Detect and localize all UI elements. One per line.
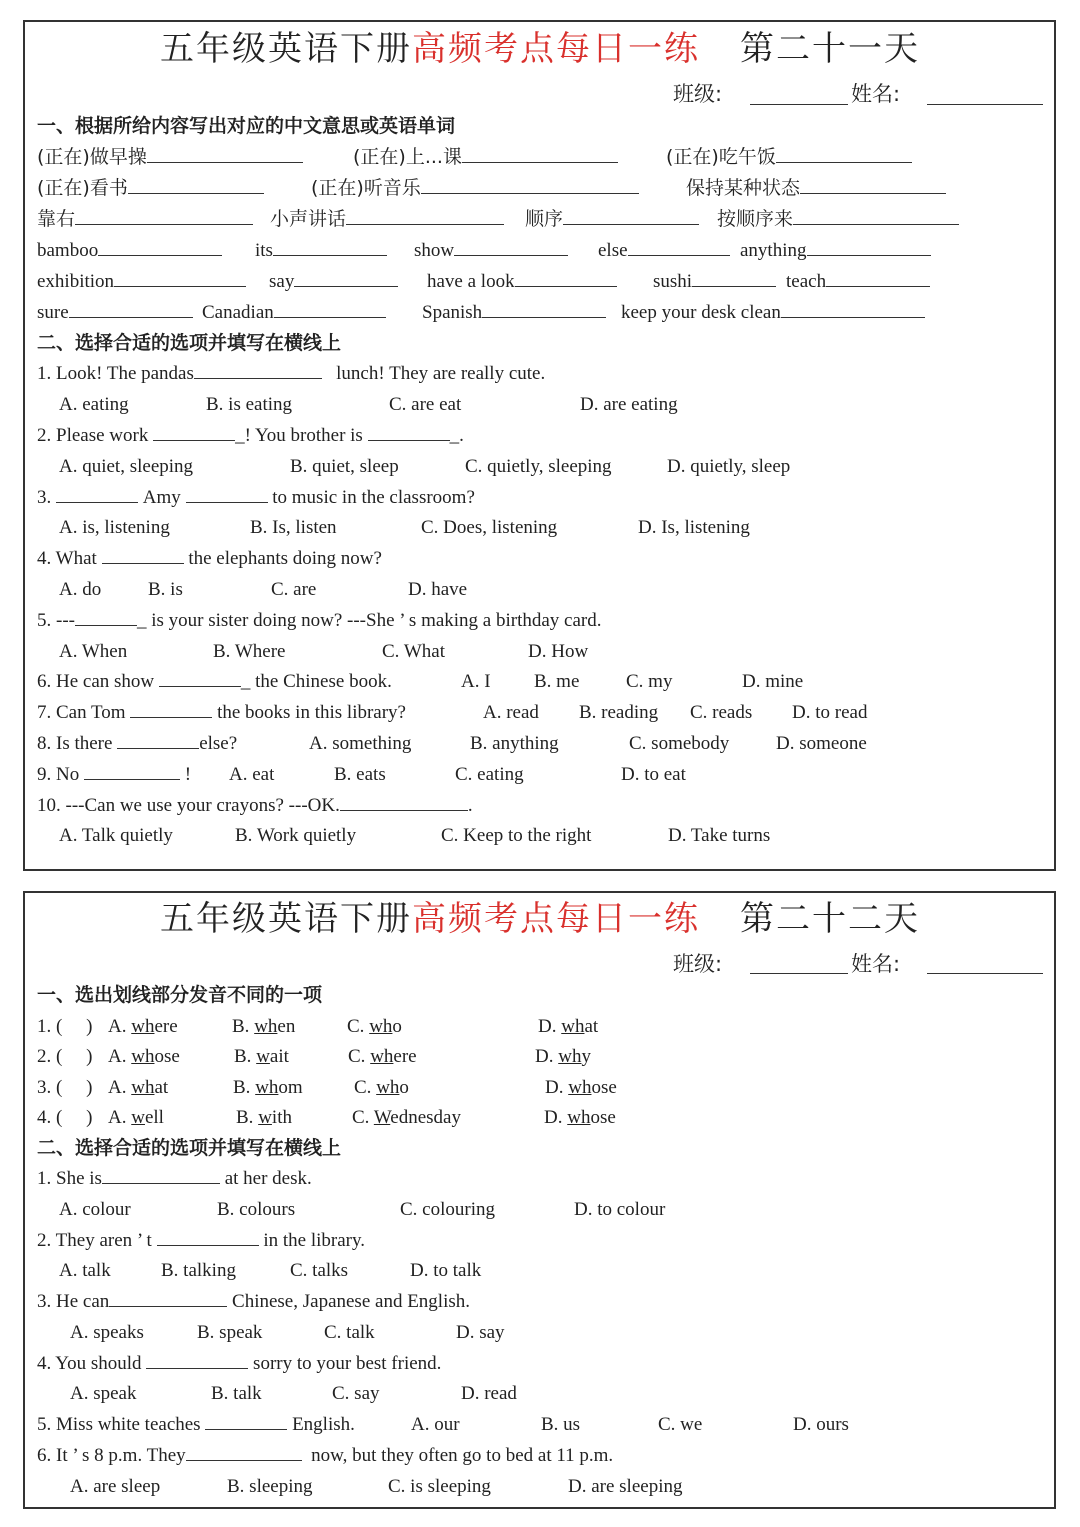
vocab-item: keep your desk clean <box>621 303 925 322</box>
sheet1-name-blank[interactable] <box>927 104 1043 105</box>
vocab-item: sushi <box>653 272 776 291</box>
phonics-number: 3. ( ) <box>37 1077 93 1098</box>
option[interactable]: B. talk <box>211 1383 262 1404</box>
vocab-item: Spanish <box>422 303 606 322</box>
option[interactable]: B. us <box>541 1414 581 1435</box>
option[interactable]: D. How <box>528 641 589 662</box>
sheet1-title-red: 高频考点每日一练 <box>412 29 700 69</box>
question-8: 8. Is there else? <box>37 733 238 754</box>
option[interactable]: A. what <box>108 1077 169 1098</box>
option[interactable]: B. sleeping <box>227 1476 313 1497</box>
question-1: 1. She is at her desk. <box>37 1168 312 1189</box>
sheet1-section2-heading: 二、选择合适的选项并填写在横线上 <box>37 332 342 354</box>
vocab-item: (正在)上...课 <box>353 148 618 167</box>
sheet1-name-label: 姓名: <box>851 82 901 106</box>
option[interactable]: C. colouring <box>400 1199 495 1220</box>
vocab-item: (正在)看书 <box>37 179 264 198</box>
option[interactable]: A. eat <box>229 764 275 785</box>
option[interactable]: C. Does, listening <box>421 517 558 538</box>
option[interactable]: A. quiet, sleeping <box>59 456 194 477</box>
option[interactable]: C. quietly, sleeping <box>465 456 612 477</box>
vocab-item: 小声讲话 <box>270 210 504 229</box>
sheet1-class-label: 班级: <box>673 82 723 106</box>
option[interactable]: C. we <box>658 1414 703 1435</box>
question-4: 4. What the elephants doing now? <box>37 548 382 569</box>
sheet2-class-blank[interactable] <box>750 973 848 974</box>
sheet1-title <box>160 29 920 69</box>
vocab-item: 按顺序来 <box>717 210 959 229</box>
question-7: 7. Can Tom the books in this library? <box>37 702 406 723</box>
option[interactable]: B. when <box>232 1016 296 1037</box>
sheet2-name-label: 姓名: <box>851 952 901 976</box>
option[interactable]: A. well <box>108 1107 164 1128</box>
question-6: 6. It ’ s 8 p.m. They now, but they often go to bed at 11 p.m. <box>37 1445 614 1466</box>
question-2: 2. Please work _! You brother is _. <box>37 425 464 446</box>
vocab-item: Canadian <box>202 303 386 322</box>
vocab-item: teach <box>786 272 930 291</box>
phonics-number: 2. ( ) <box>37 1046 93 1067</box>
option[interactable]: A. When <box>59 641 128 662</box>
option[interactable]: B. speak <box>197 1322 263 1343</box>
vocab-item: sure <box>37 303 193 322</box>
option[interactable]: B. with <box>236 1107 292 1128</box>
option[interactable]: B. me <box>534 671 580 692</box>
option[interactable]: A. speaks <box>70 1322 144 1343</box>
option[interactable]: D. are eating <box>580 394 678 415</box>
vocab-item: 保持某种状态 <box>686 179 946 198</box>
option[interactable]: C. is sleeping <box>388 1476 491 1497</box>
option[interactable]: A. colour <box>59 1199 131 1220</box>
sheet2-section1-heading: 一、选出划线部分发音不同的一项 <box>37 984 323 1006</box>
option[interactable]: C. talks <box>290 1260 349 1281</box>
option[interactable]: D. to talk <box>410 1260 482 1281</box>
option[interactable]: D. have <box>408 579 468 600</box>
option[interactable]: D. whose <box>545 1077 617 1098</box>
question-6: 6. He can show _ the Chinese book. <box>37 671 392 692</box>
vocab-item: else <box>598 241 730 260</box>
option[interactable]: D. read <box>461 1383 517 1404</box>
option[interactable]: C. who <box>347 1016 402 1037</box>
option[interactable]: D. whose <box>544 1107 616 1128</box>
phonics-number: 4. ( ) <box>37 1107 93 1128</box>
question-2: 2. They aren ’ t in the library. <box>37 1230 365 1251</box>
question-1: 1. Look! The pandas lunch! They are really cute. <box>37 363 546 384</box>
option[interactable]: B. Where <box>213 641 286 662</box>
sheet1-title-black: 五年级英语下册 <box>160 29 412 69</box>
option[interactable]: C. are <box>271 579 317 600</box>
question-9: 9. No ! <box>37 764 192 785</box>
option[interactable]: D. what <box>538 1016 599 1037</box>
sheet1-title-day: 第二十一天 <box>740 29 920 69</box>
option[interactable]: C. somebody <box>629 733 730 754</box>
option[interactable]: C. eating <box>455 764 524 785</box>
option[interactable]: A. is, listening <box>59 517 170 538</box>
option[interactable]: A. Talk quietly <box>59 825 173 846</box>
sheet2-title-red: 高频考点每日一练 <box>412 899 700 939</box>
option[interactable]: A. talk <box>59 1260 111 1281</box>
option[interactable]: D. Take turns <box>668 825 771 846</box>
phonics-number: 1. ( ) <box>37 1016 93 1037</box>
question-5: 5. Miss white teaches English. <box>37 1414 355 1435</box>
option[interactable]: A. I <box>461 671 491 692</box>
sheet2-title <box>160 899 920 939</box>
option[interactable]: A. our <box>411 1414 460 1435</box>
option[interactable]: B. colours <box>217 1199 296 1220</box>
option[interactable]: B. eats <box>334 764 386 785</box>
option[interactable]: C. Keep to the right <box>441 825 592 846</box>
option[interactable]: B. is eating <box>206 394 293 415</box>
option[interactable]: D. Is, listening <box>638 517 750 538</box>
option[interactable]: D. mine <box>742 671 804 692</box>
vocab-item: say <box>269 272 398 291</box>
option[interactable]: C. are eat <box>389 394 462 415</box>
vocab-item: 靠右 <box>37 210 253 229</box>
option[interactable]: C. talk <box>324 1322 375 1343</box>
option[interactable]: B. Is, listen <box>250 517 337 538</box>
vocab-item: exhibition <box>37 272 246 291</box>
option[interactable]: B. anything <box>470 733 559 754</box>
option[interactable]: A. are sleep <box>70 1476 161 1497</box>
option[interactable]: B. wait <box>234 1046 289 1067</box>
option[interactable]: D. to colour <box>574 1199 666 1220</box>
option[interactable]: C. What <box>382 641 445 662</box>
option[interactable]: A. read <box>483 702 539 723</box>
option[interactable]: D. someone <box>776 733 867 754</box>
option[interactable]: D. ours <box>793 1414 849 1435</box>
option[interactable]: D. quietly, sleep <box>667 456 791 477</box>
option[interactable]: A. do <box>59 579 102 600</box>
option[interactable]: C. where <box>348 1046 417 1067</box>
question-10: 10. ---Can we use your crayons? ---OK. . <box>37 795 473 816</box>
option[interactable]: C. Wednesday <box>352 1107 461 1128</box>
option[interactable]: A. something <box>309 733 412 754</box>
question-4: 4. You should sorry to your best friend. <box>37 1353 442 1374</box>
vocab-item: its <box>255 241 387 260</box>
option[interactable]: C. who <box>354 1077 409 1098</box>
sheet2-section2-heading: 二、选择合适的选项并填写在横线上 <box>37 1137 342 1159</box>
question-3: 3. Amy to music in the classroom? <box>37 487 475 508</box>
vocab-item: have a look <box>427 272 617 291</box>
option[interactable]: B. is <box>148 579 183 600</box>
question-3: 3. He can Chinese, Japanese and English. <box>37 1291 471 1312</box>
option[interactable]: D. to eat <box>621 764 686 785</box>
option[interactable]: B. Work quietly <box>235 825 357 846</box>
vocab-item: 顺序 <box>525 210 699 229</box>
option[interactable]: A. eating <box>59 394 129 415</box>
option[interactable]: B. quiet, sleep <box>290 456 399 477</box>
sheet2-title-day: 第二十二天 <box>740 899 920 939</box>
option[interactable]: A. where <box>108 1016 178 1037</box>
option[interactable]: D. say <box>456 1322 505 1343</box>
sheet2-class-label: 班级: <box>673 952 723 976</box>
sheet1-section1-heading: 一、根据所给内容写出对应的中文意思或英语单词 <box>37 115 456 137</box>
option[interactable]: D. to read <box>792 702 868 723</box>
sheet1-class-blank[interactable] <box>750 104 848 105</box>
option[interactable]: C. reads <box>690 702 753 723</box>
vocab-item: bamboo <box>37 241 222 260</box>
question-5: 5. --- _ is your sister doing now? ---She ’ s making a birthday card. <box>37 610 602 631</box>
option[interactable]: B. talking <box>161 1260 236 1281</box>
option[interactable]: A. speak <box>70 1383 137 1404</box>
vocab-item: (正在)做早操 <box>37 148 303 167</box>
sheet2-title-black: 五年级英语下册 <box>160 899 412 939</box>
vocab-item: (正在)吃午饭 <box>666 148 912 167</box>
vocab-item: anything <box>740 241 931 260</box>
option[interactable]: A. whose <box>108 1046 180 1067</box>
option[interactable]: B. whom <box>233 1077 303 1098</box>
option[interactable]: D. are sleeping <box>568 1476 683 1497</box>
option[interactable]: C. my <box>626 671 673 692</box>
option[interactable]: B. reading <box>579 702 659 723</box>
vocab-item: show <box>414 241 568 260</box>
option[interactable]: C. say <box>332 1383 380 1404</box>
vocab-item: (正在)听音乐 <box>311 179 639 198</box>
sheet2-name-blank[interactable] <box>927 973 1043 974</box>
option[interactable]: D. why <box>535 1046 591 1067</box>
